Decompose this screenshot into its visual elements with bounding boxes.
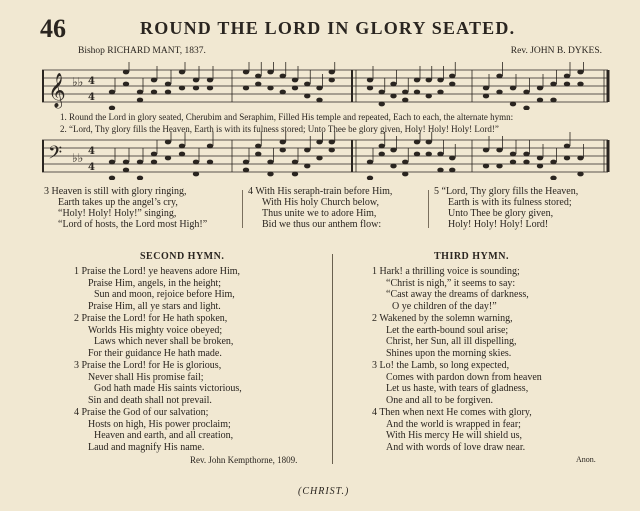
note-head <box>165 82 171 87</box>
page-title: ROUND THE LORD IN GLORY SEATED. <box>140 18 516 38</box>
stanza-line: 3 Lo! the Lamb, so long expected, <box>372 360 510 371</box>
svg-text:4: 4 <box>88 92 95 103</box>
note-head <box>207 86 213 91</box>
note-head <box>292 160 298 165</box>
note-head <box>510 152 516 157</box>
note-head <box>280 74 286 79</box>
second-hymn-stanza-3 <box>74 360 242 406</box>
page-number: 46 <box>40 14 66 43</box>
note-head <box>165 140 171 145</box>
note-head <box>437 78 443 83</box>
verse-line: Thus unite we to adore Him, <box>262 208 377 219</box>
second-hymn-stanza-1 <box>74 266 240 312</box>
note-head <box>243 70 249 75</box>
note-head <box>510 160 516 165</box>
note-head <box>179 152 185 157</box>
note-head <box>550 98 556 103</box>
note-head <box>151 90 157 95</box>
verse-divider <box>428 190 429 228</box>
note-head <box>123 160 129 165</box>
note-head <box>379 90 385 95</box>
note-head <box>426 94 432 99</box>
note-head <box>426 78 432 83</box>
note-head <box>267 86 273 91</box>
note-head <box>316 140 322 145</box>
note-head <box>379 152 385 157</box>
note-head <box>577 156 583 161</box>
stanza-line: Praise Him, all ye stars and light. <box>88 300 221 312</box>
note-head <box>137 98 143 103</box>
column-divider <box>332 254 333 464</box>
note-head <box>564 144 570 149</box>
note-head <box>329 78 335 83</box>
stanza-line: 1 Hark! a thrilling voice is sounding; <box>372 266 520 277</box>
second-hymn-stanza-4 <box>74 407 233 453</box>
note-head <box>292 86 298 91</box>
stanza-line: O ye children of the day!” <box>392 300 497 312</box>
note-head <box>137 160 143 165</box>
note-head <box>329 140 335 145</box>
verse-divider <box>242 190 243 228</box>
note-head <box>483 148 489 153</box>
note-head <box>437 90 443 95</box>
note-head <box>414 78 420 83</box>
note-head <box>316 98 322 103</box>
second-hymn-attribution: Rev. John Kempthorne, 1809. <box>190 455 298 465</box>
third-hymn-stanza-2 <box>372 313 517 359</box>
note-head <box>193 86 199 91</box>
stanza-line: For their guidance He hath made. <box>88 347 222 359</box>
note-head <box>537 86 543 91</box>
note-head <box>367 78 373 83</box>
note-head <box>510 86 516 91</box>
note-head <box>402 160 408 165</box>
page-signature: (CHRIST.) <box>298 486 350 497</box>
note-head <box>523 90 529 95</box>
note-head <box>523 152 529 157</box>
note-head <box>483 164 489 169</box>
note-head <box>304 164 310 169</box>
note-head <box>137 176 143 180</box>
note-head <box>207 160 213 165</box>
stanza-line: Let us haste, with tears of gladness, <box>386 383 529 394</box>
stanza-line: God hath made His saints victorious, <box>94 383 242 394</box>
note-head <box>577 172 583 177</box>
note-head <box>496 90 502 95</box>
lyric-line-1: 1. Round the Lord in glory seated, Cherubim and Seraphim, Filled His temple and repeated, Each to each, the alternate hymn: <box>60 112 514 122</box>
stanza-line: 4 Then when next He comes with glory, <box>372 407 532 418</box>
note-head <box>329 70 335 75</box>
svg-text:♭♭: ♭♭ <box>72 151 84 165</box>
note-head <box>390 164 396 169</box>
note-head <box>437 168 443 173</box>
stanza-line: With His mercy He will shield us, <box>386 430 522 441</box>
note-head <box>316 86 322 91</box>
note-head <box>550 160 556 165</box>
composer-credit: Rev. JOHN B. DYKES. <box>510 46 602 56</box>
note-head <box>537 98 543 103</box>
verse-line: Bid we thus our anthem flow: <box>262 219 382 230</box>
note-head <box>109 90 115 95</box>
third-hymn-stanza-1 <box>372 266 529 312</box>
note-head <box>483 94 489 99</box>
note-head <box>367 176 373 180</box>
note-head <box>496 74 502 79</box>
note-head <box>193 78 199 83</box>
note-head <box>367 86 373 91</box>
stanza-line: Laws which never shall be broken, <box>94 336 234 347</box>
stanza-line: Worlds His mighty voice obeyed; <box>88 324 223 336</box>
note-head <box>329 148 335 153</box>
note-head <box>123 70 129 75</box>
svg-text:4: 4 <box>88 162 95 173</box>
note-head <box>390 148 396 153</box>
note-head <box>316 156 322 161</box>
note-head <box>426 152 432 157</box>
note-head <box>151 78 157 83</box>
stanza-line: Praise Him, angels, in the height; <box>88 277 222 289</box>
verse-line: With His holy Church below, <box>262 197 379 208</box>
verse-line: Earth takes up the angel’s cry, <box>58 197 178 208</box>
note-head <box>193 172 199 177</box>
note-head <box>109 160 115 165</box>
stanza-line: And with words of love draw near. <box>386 441 526 453</box>
note-head <box>179 70 185 75</box>
note-head <box>243 160 249 165</box>
note-head <box>280 148 286 153</box>
verse-line: 5 “Lord, Thy glory fills the Heaven, <box>434 186 579 197</box>
verse-4 <box>248 186 392 230</box>
note-head <box>267 160 273 165</box>
verse-5 <box>434 186 578 230</box>
stanza-line: One and all to be forgiven. <box>386 394 494 406</box>
note-head <box>390 82 396 87</box>
stanza-line: Heaven and earth, and all creation, <box>94 430 234 441</box>
note-head <box>414 140 420 145</box>
note-head <box>255 152 261 157</box>
note-head <box>304 94 310 99</box>
note-head <box>165 156 171 161</box>
third-hymn-stanza-3 <box>372 360 542 406</box>
note-head <box>179 144 185 149</box>
verse-3 <box>44 186 207 230</box>
verse-line: Holy! Holy! Holy! Lord! <box>448 219 549 230</box>
note-head <box>426 140 432 145</box>
svg-text:4: 4 <box>88 76 95 87</box>
note-head <box>292 172 298 177</box>
third-hymn-stanza-4 <box>372 407 532 453</box>
note-head <box>402 172 408 177</box>
second-hymn-stanza-2 <box>74 313 233 359</box>
note-head <box>523 106 529 110</box>
note-head <box>280 140 286 145</box>
note-head <box>414 90 420 95</box>
third-hymn-attribution: Anon. <box>576 455 596 464</box>
bass-staff <box>42 132 612 180</box>
verse-line: Unto Thee be glory given, <box>448 208 554 219</box>
stanza-line: Sin and death shall not prevail. <box>88 394 212 406</box>
note-head <box>449 74 455 79</box>
note-head <box>151 152 157 157</box>
stanza-line: “Cast away the dreams of darkness, <box>386 289 529 300</box>
stanza-line: 4 Praise the God of our salvation; <box>74 407 209 418</box>
stanza-line: And the world is wrapped in fear; <box>386 418 521 430</box>
stanza-line: 2 Wakened by the solemn warning, <box>372 313 513 324</box>
note-head <box>243 168 249 173</box>
note-head <box>483 86 489 91</box>
note-head <box>193 160 199 165</box>
note-head <box>255 144 261 149</box>
verse-line: “Lord of hosts, the Lord most High!” <box>58 219 208 230</box>
stanza-line: Comes with pardon down from heaven <box>386 371 542 383</box>
stanza-line: Shines upon the morning skies. <box>386 347 512 359</box>
note-head <box>523 160 529 165</box>
third-hymn-title: THIRD HYMN. <box>434 251 509 262</box>
stanza-line: Let the earth-bound soul arise; <box>386 324 509 336</box>
note-head <box>292 78 298 83</box>
note-head <box>109 106 115 110</box>
note-head <box>564 156 570 161</box>
note-head <box>496 148 502 153</box>
author-credit: Bishop RICHARD MANT, 1837. <box>78 46 206 56</box>
treble-staff <box>42 62 612 110</box>
stanza-line: Laud and magnify His name. <box>88 441 205 453</box>
svg-text:𝄢: 𝄢 <box>48 143 63 168</box>
note-head <box>537 156 543 161</box>
verse-line: 4 With His seraph-train before Him, <box>248 186 393 197</box>
note-head <box>390 94 396 99</box>
note-head <box>550 82 556 87</box>
stanza-line: Sun and moon, rejoice before Him, <box>94 289 235 300</box>
note-head <box>510 102 516 107</box>
stanza-line: Christ, her Sun, all ill dispelling, <box>386 336 517 347</box>
note-head <box>414 152 420 157</box>
note-head <box>449 156 455 161</box>
note-head <box>109 176 115 180</box>
note-head <box>267 172 273 177</box>
note-head <box>402 98 408 103</box>
note-head <box>243 86 249 91</box>
verse-line: Earth is with its fulness stored; <box>448 197 572 208</box>
verse-line: 3 Heaven is still with glory ringing, <box>44 186 187 197</box>
note-head <box>437 152 443 157</box>
note-head <box>255 74 261 79</box>
note-head <box>379 144 385 149</box>
note-head <box>550 176 556 180</box>
svg-text:♭♭: ♭♭ <box>72 75 84 89</box>
note-head <box>207 144 213 149</box>
note-head <box>137 90 143 95</box>
stanza-line: Never shall His promise fail; <box>88 371 204 383</box>
stanza-line: Hosts on high, His power proclaim; <box>88 418 231 430</box>
note-head <box>123 82 129 87</box>
stanza-line: 3 Praise the Lord! for He is glorious, <box>74 360 222 371</box>
note-head <box>304 82 310 87</box>
note-head <box>123 168 129 173</box>
note-head <box>379 102 385 107</box>
stanza-line: 2 Praise the Lord! for He hath spoken, <box>74 313 228 324</box>
note-head <box>449 82 455 87</box>
note-head <box>165 90 171 95</box>
stanza-line: “Christ is nigh,” it seems to say: <box>386 277 516 289</box>
note-head <box>496 164 502 169</box>
note-head <box>304 148 310 153</box>
note-head <box>402 90 408 95</box>
verse-line: “Holy! Holy! Holy!” singing, <box>58 208 177 219</box>
note-head <box>367 160 373 165</box>
note-head <box>449 168 455 173</box>
note-head <box>564 82 570 87</box>
note-head <box>151 160 157 165</box>
stanza-line: 1 Praise the Lord! ye heavens adore Him, <box>74 266 241 277</box>
note-head <box>280 90 286 95</box>
svg-text:4: 4 <box>88 146 95 157</box>
note-head <box>267 70 273 75</box>
note-head <box>564 74 570 79</box>
note-head <box>207 78 213 83</box>
note-head <box>577 82 583 87</box>
note-head <box>179 86 185 91</box>
second-hymn-title: SECOND HYMN. <box>140 251 225 262</box>
lyric-line-2: 2. “Lord, Thy glory fills the Heaven, Earth is with its fulness stored; Unto Thee be glory given, Holy! Holy! Holy! Lord!” <box>60 124 499 134</box>
svg-text:𝄞: 𝄞 <box>48 73 66 108</box>
note-head <box>577 70 583 75</box>
note-head <box>255 82 261 87</box>
note-head <box>537 164 543 169</box>
